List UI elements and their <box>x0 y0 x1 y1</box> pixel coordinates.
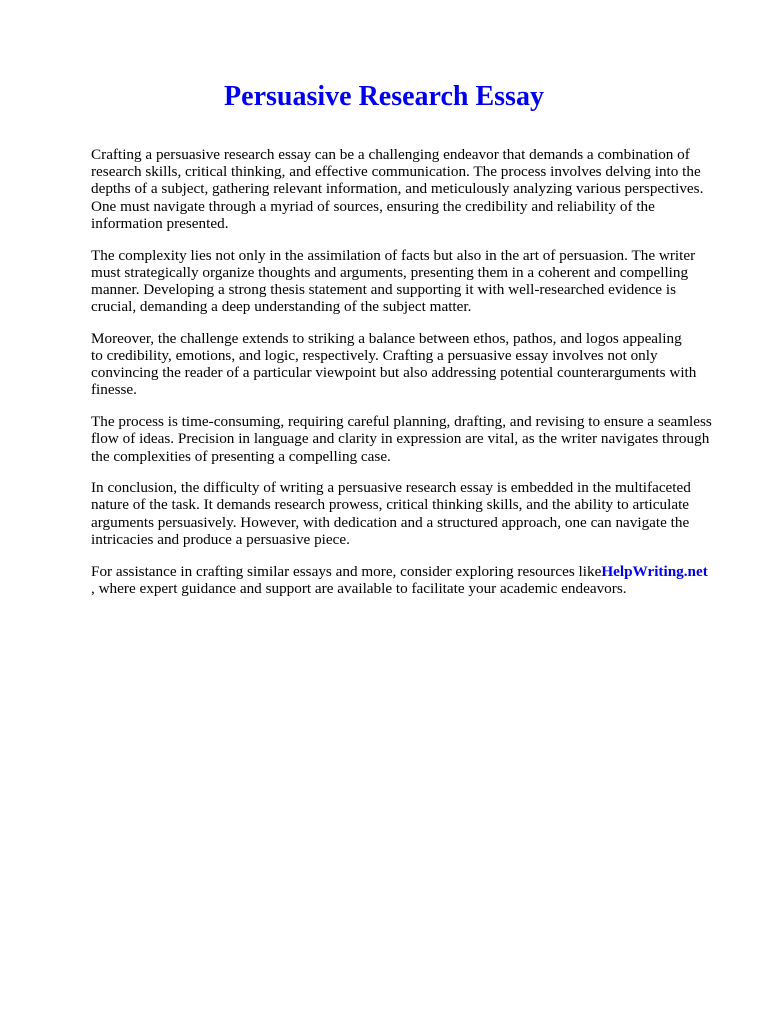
helpwriting-link[interactable]: HelpWriting.net <box>601 562 708 580</box>
closing-text-after-link: , where expert guidance and support are available to facilitate your academic endeavors. <box>91 579 627 597</box>
page-title: Persuasive Research Essay <box>224 81 544 112</box>
paragraph-2: The complexity lies not only in the assimilation of facts but also in the art of persuasion. The writer must strategically organize thoughts and arguments, presenting them in a coherent and compelling manner. Developing a strong thesis statement and supporting it with well-researched evidence is crucial, demanding a deep understanding of the subject matter. <box>91 246 696 316</box>
closing-text-before-link: For assistance in crafting similar essays and more, consider exploring resources like <box>91 562 602 580</box>
paragraph-5: In conclusion, the difficulty of writing a persuasive research essay is embedded in the multifaceted nature of the task. It demands research prowess, critical thinking skills, and the ability to articulate arguments persuasively. However, with dedication and a structured approach, one can navigate the intricacies and produce a persuasive piece. <box>91 479 691 548</box>
paragraph-1: Crafting a persuasive research essay can be a challenging endeavor that demands a combination of research skills, critical thinking, and effective communication. The process involves delving into the depths of a subject, gathering relevant information, and meticulously analyzing various perspectives. One must navigate through a myriad of sources, ensuring the credibility and reliability of the information presented. <box>91 146 704 232</box>
paragraph-4: The process is time-consuming, requiring careful planning, drafting, and revising to ensure a seamless flow of ideas. Precision in language and clarity in expression are vital, as the writer navigates through the complexities of presenting a compelling case. <box>91 413 712 465</box>
paragraph-3: Moreover, the challenge extends to striking a balance between ethos, pathos, and logos appealing to credibility, emotions, and logic, respectively. Crafting a persuasive essay involves not only convincing the reader of a particular viewpoint but also addressing potential counterarguments with finesse. <box>91 329 697 399</box>
closing-paragraph <box>91 563 721 597</box>
essay-body <box>91 146 721 611</box>
